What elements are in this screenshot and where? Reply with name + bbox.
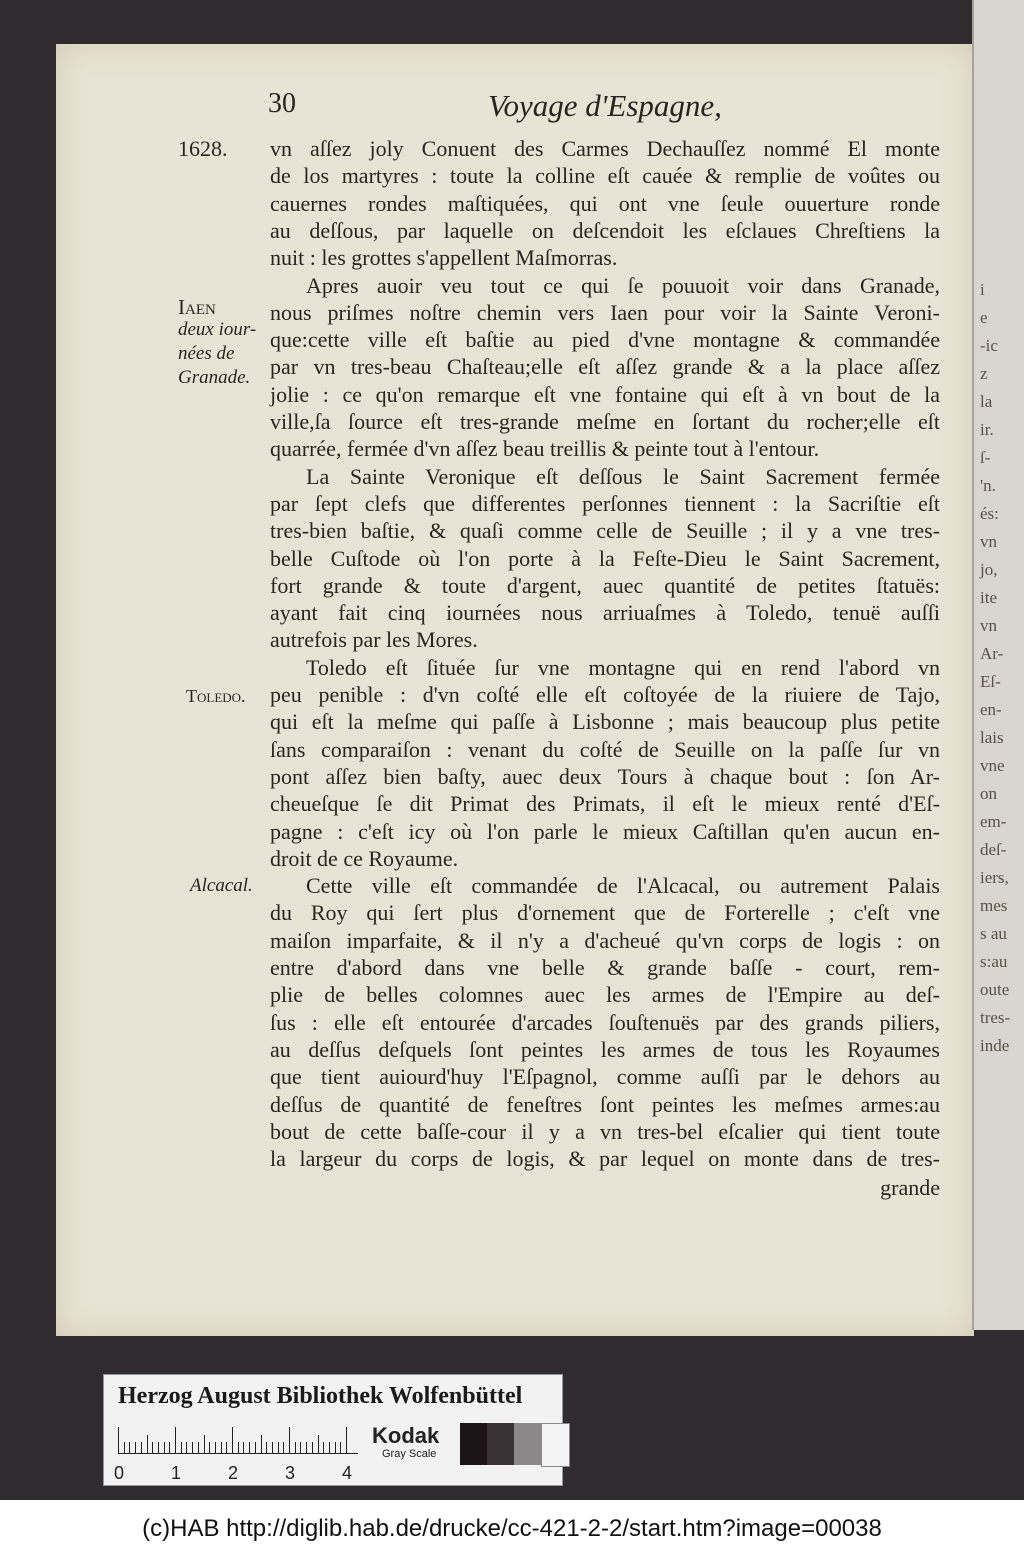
ruler-tick	[221, 1442, 222, 1453]
margin-year: 1628.	[178, 136, 228, 161]
ruler-tick	[164, 1442, 165, 1453]
text-line: belle Cuſtode où l'on porte à la Feſte-Dieu le Saint Sacrement,	[270, 545, 940, 571]
text-line: du Roy qui ſert plus d'ornement que de Forterelle ; c'eſt vne	[270, 900, 940, 926]
next-page-fragment: vn	[980, 616, 997, 635]
next-page-fragment: Eſ-	[980, 672, 1001, 691]
next-page-fragment: jo,	[980, 560, 998, 579]
margin-toledo: Toledo.	[186, 686, 246, 706]
text-line: autrefois par les Mores.	[270, 627, 478, 653]
ruler-tick	[243, 1442, 244, 1453]
text-line: qui eſt la meſme qui paſſe à Lisbonne ; mais beaucoup plus petite	[270, 709, 940, 735]
text-line: deſſus de quantité de feneſtres ſont peintes les meſmes armes:au	[270, 1091, 940, 1117]
ruler-tick	[147, 1435, 148, 1453]
text-line: Toledo eſt ſituée ſur vne montagne qui en rend l'abord vn	[306, 654, 940, 680]
ruler-tick	[318, 1435, 319, 1453]
next-page-fragment: ite	[980, 588, 997, 607]
ruler-tick	[192, 1442, 193, 1453]
ruler-tick	[249, 1442, 250, 1453]
margin-iaen: Iaen	[178, 295, 216, 319]
next-page-fragment: lais	[980, 728, 1004, 747]
margin-alcacal: Alcacal.	[190, 875, 253, 896]
ruler-tick	[209, 1442, 210, 1453]
ruler-tick	[306, 1442, 307, 1453]
text-line: quarrée, fermée d'vn aſſez beau treillis & peinte tout à l'entour.	[270, 436, 820, 462]
ruler-tick	[346, 1427, 347, 1453]
text-line: par ſept clefs que differentes perſonnes tiennent : la Sacriſtie eſt	[270, 490, 940, 516]
text-line: entre d'abord dans vne belle & grande baſſe - court, rem-	[270, 955, 940, 980]
next-page-edge	[972, 0, 1024, 1330]
ruler-tick	[278, 1442, 279, 1453]
text-line: que tient auiourd'huy l'Eſpagnol, comme auſſi par le dehors au	[270, 1064, 940, 1090]
catchword: grande	[880, 1175, 940, 1200]
ruler-tick	[215, 1442, 216, 1453]
next-page-fragment: -ic	[980, 336, 998, 355]
ruler-tick	[255, 1442, 256, 1453]
next-page-fragment: és:	[980, 504, 999, 523]
text-line: cheueſque ſe dit Primat des Primats, il eſt le mieux renté d'Eſ-	[270, 791, 940, 817]
kodak-logo: Kodak	[372, 1423, 440, 1448]
ruler-tick	[238, 1442, 239, 1453]
ruler-tick	[169, 1442, 170, 1453]
text-line: nous priſmes noſtre chemin vers Iaen pour voir la Sainte Veroni-	[270, 299, 940, 325]
next-page-fragment: z	[980, 364, 988, 383]
text-line: au deſſus deſquels ſont peintes les armes de tous les Royaumes	[270, 1036, 940, 1062]
gray-swatch	[514, 1423, 541, 1465]
running-title: Voyage d'Espagne,	[488, 88, 722, 123]
text-line: cauernes rondes maſtiquées, qui ont vne ſeule ouuerture ronde	[270, 190, 940, 216]
ruler-tick	[158, 1442, 159, 1453]
text-line: droit de ce Royaume.	[270, 845, 459, 871]
copyright-footer: (c)HAB http://diglib.hab.de/drucke/cc-421-2-2/start.htm?image=00038	[142, 1515, 882, 1542]
gray-swatch	[541, 1423, 570, 1467]
ruler-tick	[329, 1442, 330, 1453]
text-line: de los martyres : toute la colline eſt cauée & remplie de voûtes ou	[270, 163, 940, 189]
ruler-tick	[226, 1442, 227, 1453]
next-page-fragment: vn	[980, 532, 997, 551]
margin-iaen-sub: nées de	[178, 343, 235, 364]
scale-number: 2	[228, 1463, 239, 1483]
next-page-fragment: s au	[980, 924, 1007, 943]
next-page-fragment: iers,	[980, 868, 1009, 887]
text-line: pagne : c'eſt icy où l'on parle le mieux Caſtillan qu'en aucun en-	[270, 818, 940, 844]
text-line: la largeur du corps de logis, & par lequel on monte dans de tres-	[270, 1146, 940, 1172]
text-line: fort grande & toute d'argent, auec quantité de petites ſtatuës:	[270, 572, 940, 598]
ruler-tick	[261, 1435, 262, 1453]
page-number: 30	[268, 88, 296, 119]
text-line: ayant fait cinq iournées nous arriuaſmes à Toledo, tenuë auſſi	[270, 600, 940, 626]
gray-swatch	[460, 1423, 487, 1465]
next-page-fragment: s:au	[980, 952, 1008, 971]
text-line: jolie : ce qu'on remarque eſt vne fontaine qui eſt à vn bout de la	[270, 381, 940, 407]
ruler-tick	[141, 1442, 142, 1453]
ruler-tick	[129, 1442, 130, 1453]
text-line: La Sainte Veronique eſt deſſous le Saint Sacrement fermée	[306, 463, 940, 489]
ruler-tick	[340, 1442, 341, 1453]
text-line: bout de cette baſſe-cour il y a vn tres-bel eſcalier qui tient toute	[270, 1118, 940, 1144]
next-page-fragment: mes	[980, 896, 1008, 915]
scale-number: 0	[114, 1463, 125, 1483]
text-line: tres-bien baſtie, & quaſi comme celle de Seuille ; il y a vne tres-	[270, 518, 940, 544]
text-line: ſans comparaiſon : venant du coſté de Seuille on la paſſe ſur vn	[270, 736, 940, 762]
ruler-tick	[118, 1427, 119, 1453]
color-card	[103, 1374, 563, 1486]
ruler-scale	[118, 1427, 358, 1454]
next-page-fragment: Ar-	[980, 644, 1004, 663]
ruler-tick	[289, 1427, 290, 1453]
text-line: ſus : elle eſt entourée d'arcades ſouſtenuës par des grands piliers,	[270, 1009, 940, 1035]
ruler-tick	[300, 1442, 301, 1453]
ruler-tick	[266, 1442, 267, 1453]
text-line: ville,ſa ſource eſt tres-grande meſme en ſortant du rocher;elle eſt	[270, 409, 940, 434]
next-page-fragment: em-	[980, 812, 1007, 831]
text-line: nuit : les grottes s'appellent Maſmorras.	[270, 245, 618, 271]
scale-number: 3	[285, 1463, 296, 1483]
gray-swatch	[487, 1423, 514, 1465]
margin-iaen-sub: deux iour-	[178, 319, 257, 340]
next-page-fragment: ſ-	[980, 448, 991, 467]
next-page-fragment: e	[980, 308, 988, 327]
ruler-tick	[135, 1442, 136, 1453]
next-page-fragment: en-	[980, 700, 1002, 719]
ruler-tick	[283, 1442, 284, 1453]
text-line: vn aſſez joly Conuent des Carmes Dechauſſez nommé El monte	[270, 136, 940, 161]
ruler-tick	[124, 1442, 125, 1453]
ruler-tick	[181, 1442, 182, 1453]
ruler-tick	[335, 1442, 336, 1453]
text-line: plie de belles colomnes auec les armes de l'Empire au deſ-	[270, 982, 940, 1008]
text-line: peu penible : d'vn coſté elle eſt coſtoyée de la riuiere de Tajo,	[270, 682, 940, 707]
next-page-fragment: ir.	[980, 420, 994, 439]
next-page-fragment: i	[980, 280, 985, 299]
ruler-tick	[232, 1427, 233, 1453]
next-page-fragment: deſ-	[980, 840, 1007, 859]
ruler-tick	[272, 1442, 273, 1453]
ruler-tick	[198, 1442, 199, 1453]
next-page-fragment: inde	[980, 1036, 1010, 1055]
ruler-tick	[312, 1442, 313, 1453]
next-page-fragment: la	[980, 392, 993, 411]
text-line: Apres auoir veu tout ce qui ſe pouuoit voir dans Granade,	[306, 272, 940, 298]
text-line: par vn tres-beau Chaſteau;elle eſt aſſez grande & a la place aſſez	[270, 354, 940, 380]
text-line: Cette ville eſt commandée de l'Alcacal, ou autrement Palais	[306, 873, 940, 899]
margin-iaen-sub: Granade.	[178, 367, 251, 388]
ruler-tick	[186, 1442, 187, 1453]
next-page-fragment: on	[980, 784, 997, 803]
ruler-tick	[152, 1442, 153, 1453]
text-line: maiſon imparfaite, & il n'y a d'acheué qu'vn corps de logis : on	[270, 927, 940, 953]
next-page-fragment: oute	[980, 980, 1010, 999]
card-title: Herzog August Bibliothek Wolfenbüttel	[118, 1383, 523, 1409]
scale-number: 4	[342, 1463, 353, 1483]
scale-number: 1	[171, 1463, 182, 1483]
next-page-fragment: vne	[980, 756, 1005, 775]
ruler-tick	[295, 1442, 296, 1453]
next-page-fragment: 'n.	[980, 476, 996, 495]
text-line: pont aſſez bien baſty, auec deux Tours à chaque bout : ſon Ar-	[270, 763, 940, 789]
ruler-tick	[323, 1442, 324, 1453]
text-line: que:cette ville eſt baſtie au pied d'vne montagne & commandée	[270, 327, 940, 353]
gray-scale-label: Gray Scale	[382, 1448, 437, 1460]
ruler-tick	[175, 1427, 176, 1453]
next-page-fragment: tres-	[980, 1008, 1011, 1027]
text-line: au deſſous, par laquelle on deſcendoit les eſclaues Chreſtiens la	[270, 217, 940, 243]
ruler-tick	[204, 1435, 205, 1453]
